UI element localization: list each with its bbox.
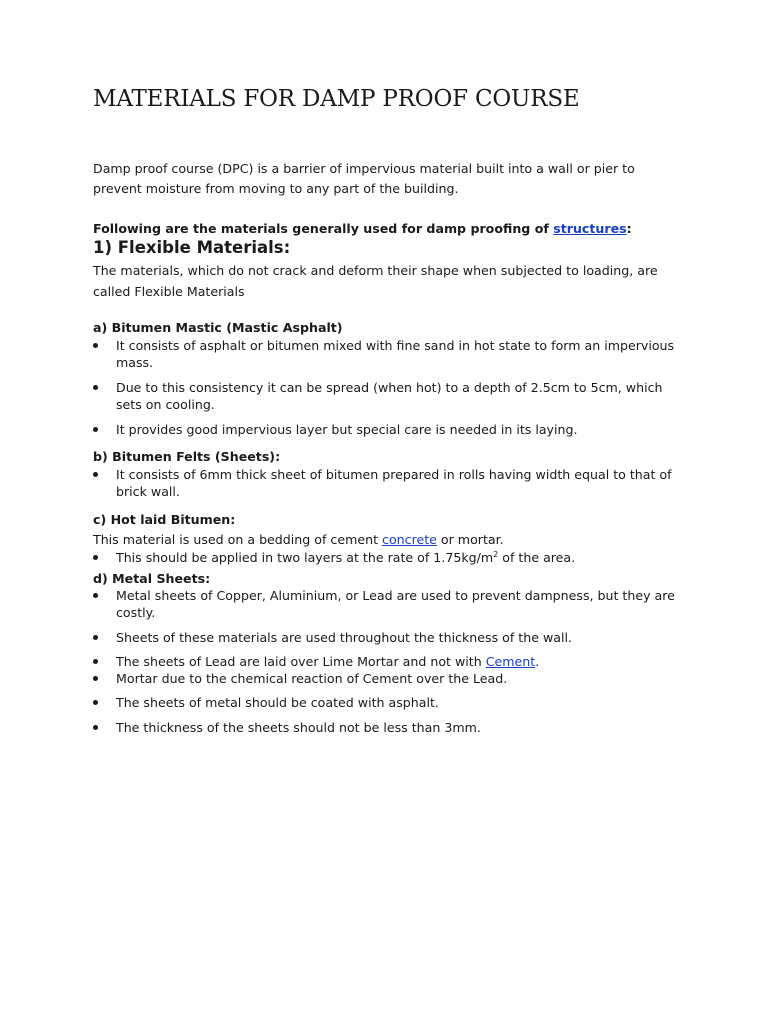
page-title: MATERIALS FOR DAMP PROOF COURSE <box>93 86 580 112</box>
list-item <box>93 629 683 646</box>
cement-link[interactable]: Cement <box>485 654 536 669</box>
hot-laid-text: This material is used on a bedding of cement <box>93 532 383 547</box>
list-item <box>93 719 683 736</box>
lead-suffix: . <box>535 654 540 669</box>
list-item-text: Sheets of these materials are used throughout the thickness of the wall. <box>116 630 572 645</box>
list-item-text: It consists of 6mm thick sheet of bitumen prepared in rolls having width equal to that of brick wall. <box>116 467 672 499</box>
list-item-text: It provides good impervious layer but special care is needed in its laying. <box>116 422 578 437</box>
list-item-text: Metal sheets of Copper, Aluminium, or Lead are used to prevent dampness, but they are costly. <box>116 588 675 620</box>
bullet-icon <box>93 427 98 432</box>
bullet-icon <box>93 659 98 664</box>
bullet-icon <box>93 676 98 681</box>
lead-text: The sheets of Lead are laid over Lime Mortar and not with <box>116 654 486 669</box>
list-item <box>93 670 683 687</box>
list-item-text: Mortar due to the chemical reaction of Cement over the Lead. <box>116 671 508 686</box>
list-item <box>93 694 683 711</box>
bullet-icon <box>93 725 98 730</box>
list-item-text <box>116 653 683 670</box>
list-item <box>93 587 683 621</box>
intro-paragraph: Damp proof course (DPC) is a barrier of impervious material built into a wall or pier to prevent moisture from moving to any part of the building. <box>93 161 635 196</box>
bullet-icon <box>93 635 98 640</box>
list-item-text: It consists of asphalt or bitumen mixed with fine sand in hot state to form an impervious mass. <box>116 338 675 370</box>
hot-laid-description <box>93 530 683 550</box>
list-item <box>93 379 683 413</box>
list-item <box>93 653 683 670</box>
rate-suffix: of the area. <box>498 550 576 565</box>
list-item <box>93 466 683 500</box>
bullet-icon <box>93 593 98 598</box>
list-item <box>93 549 683 566</box>
list-item <box>93 337 683 371</box>
bitumen-felts-heading: b) Bitumen Felts (Sheets): <box>93 449 281 464</box>
list-item <box>93 421 683 438</box>
list-item-text: The sheets of metal should be coated with asphalt. <box>116 695 439 710</box>
metal-sheets-heading: d) Metal Sheets: <box>93 571 211 586</box>
flexible-materials-heading: 1) Flexible Materials: <box>93 238 291 257</box>
bullet-icon <box>93 385 98 390</box>
materials-intro <box>93 219 683 239</box>
list-item-text: The thickness of the sheets should not be less than 3mm. <box>116 720 481 735</box>
materials-intro-text: Following are the materials generally used for damp proofing of <box>93 221 554 236</box>
bullet-icon <box>93 700 98 705</box>
bullet-icon <box>93 343 98 348</box>
structures-link[interactable]: structures <box>553 221 627 236</box>
superscript-two: 2 <box>493 549 499 559</box>
flexible-materials-description: The materials, which do not crack and deform their shape when subjected to loading, are called Flexible Materials <box>93 263 658 299</box>
rate-text: This should be applied in two layers at the rate of 1.75kg/m <box>116 550 494 565</box>
bullet-icon <box>93 555 98 560</box>
hot-laid-suffix: or mortar. <box>436 532 504 547</box>
bitumen-mastic-heading: a) Bitumen Mastic (Mastic Asphalt) <box>93 320 343 335</box>
list-item-text <box>116 549 683 566</box>
concrete-link[interactable]: concrete <box>382 532 437 547</box>
hot-laid-bitumen-heading: c) Hot laid Bitumen: <box>93 512 236 527</box>
bullet-icon <box>93 472 98 477</box>
materials-intro-suffix: : <box>626 221 632 236</box>
list-item-text: Due to this consistency it can be spread (when hot) to a depth of 2.5cm to 5cm, which sets on cooling. <box>116 380 663 412</box>
